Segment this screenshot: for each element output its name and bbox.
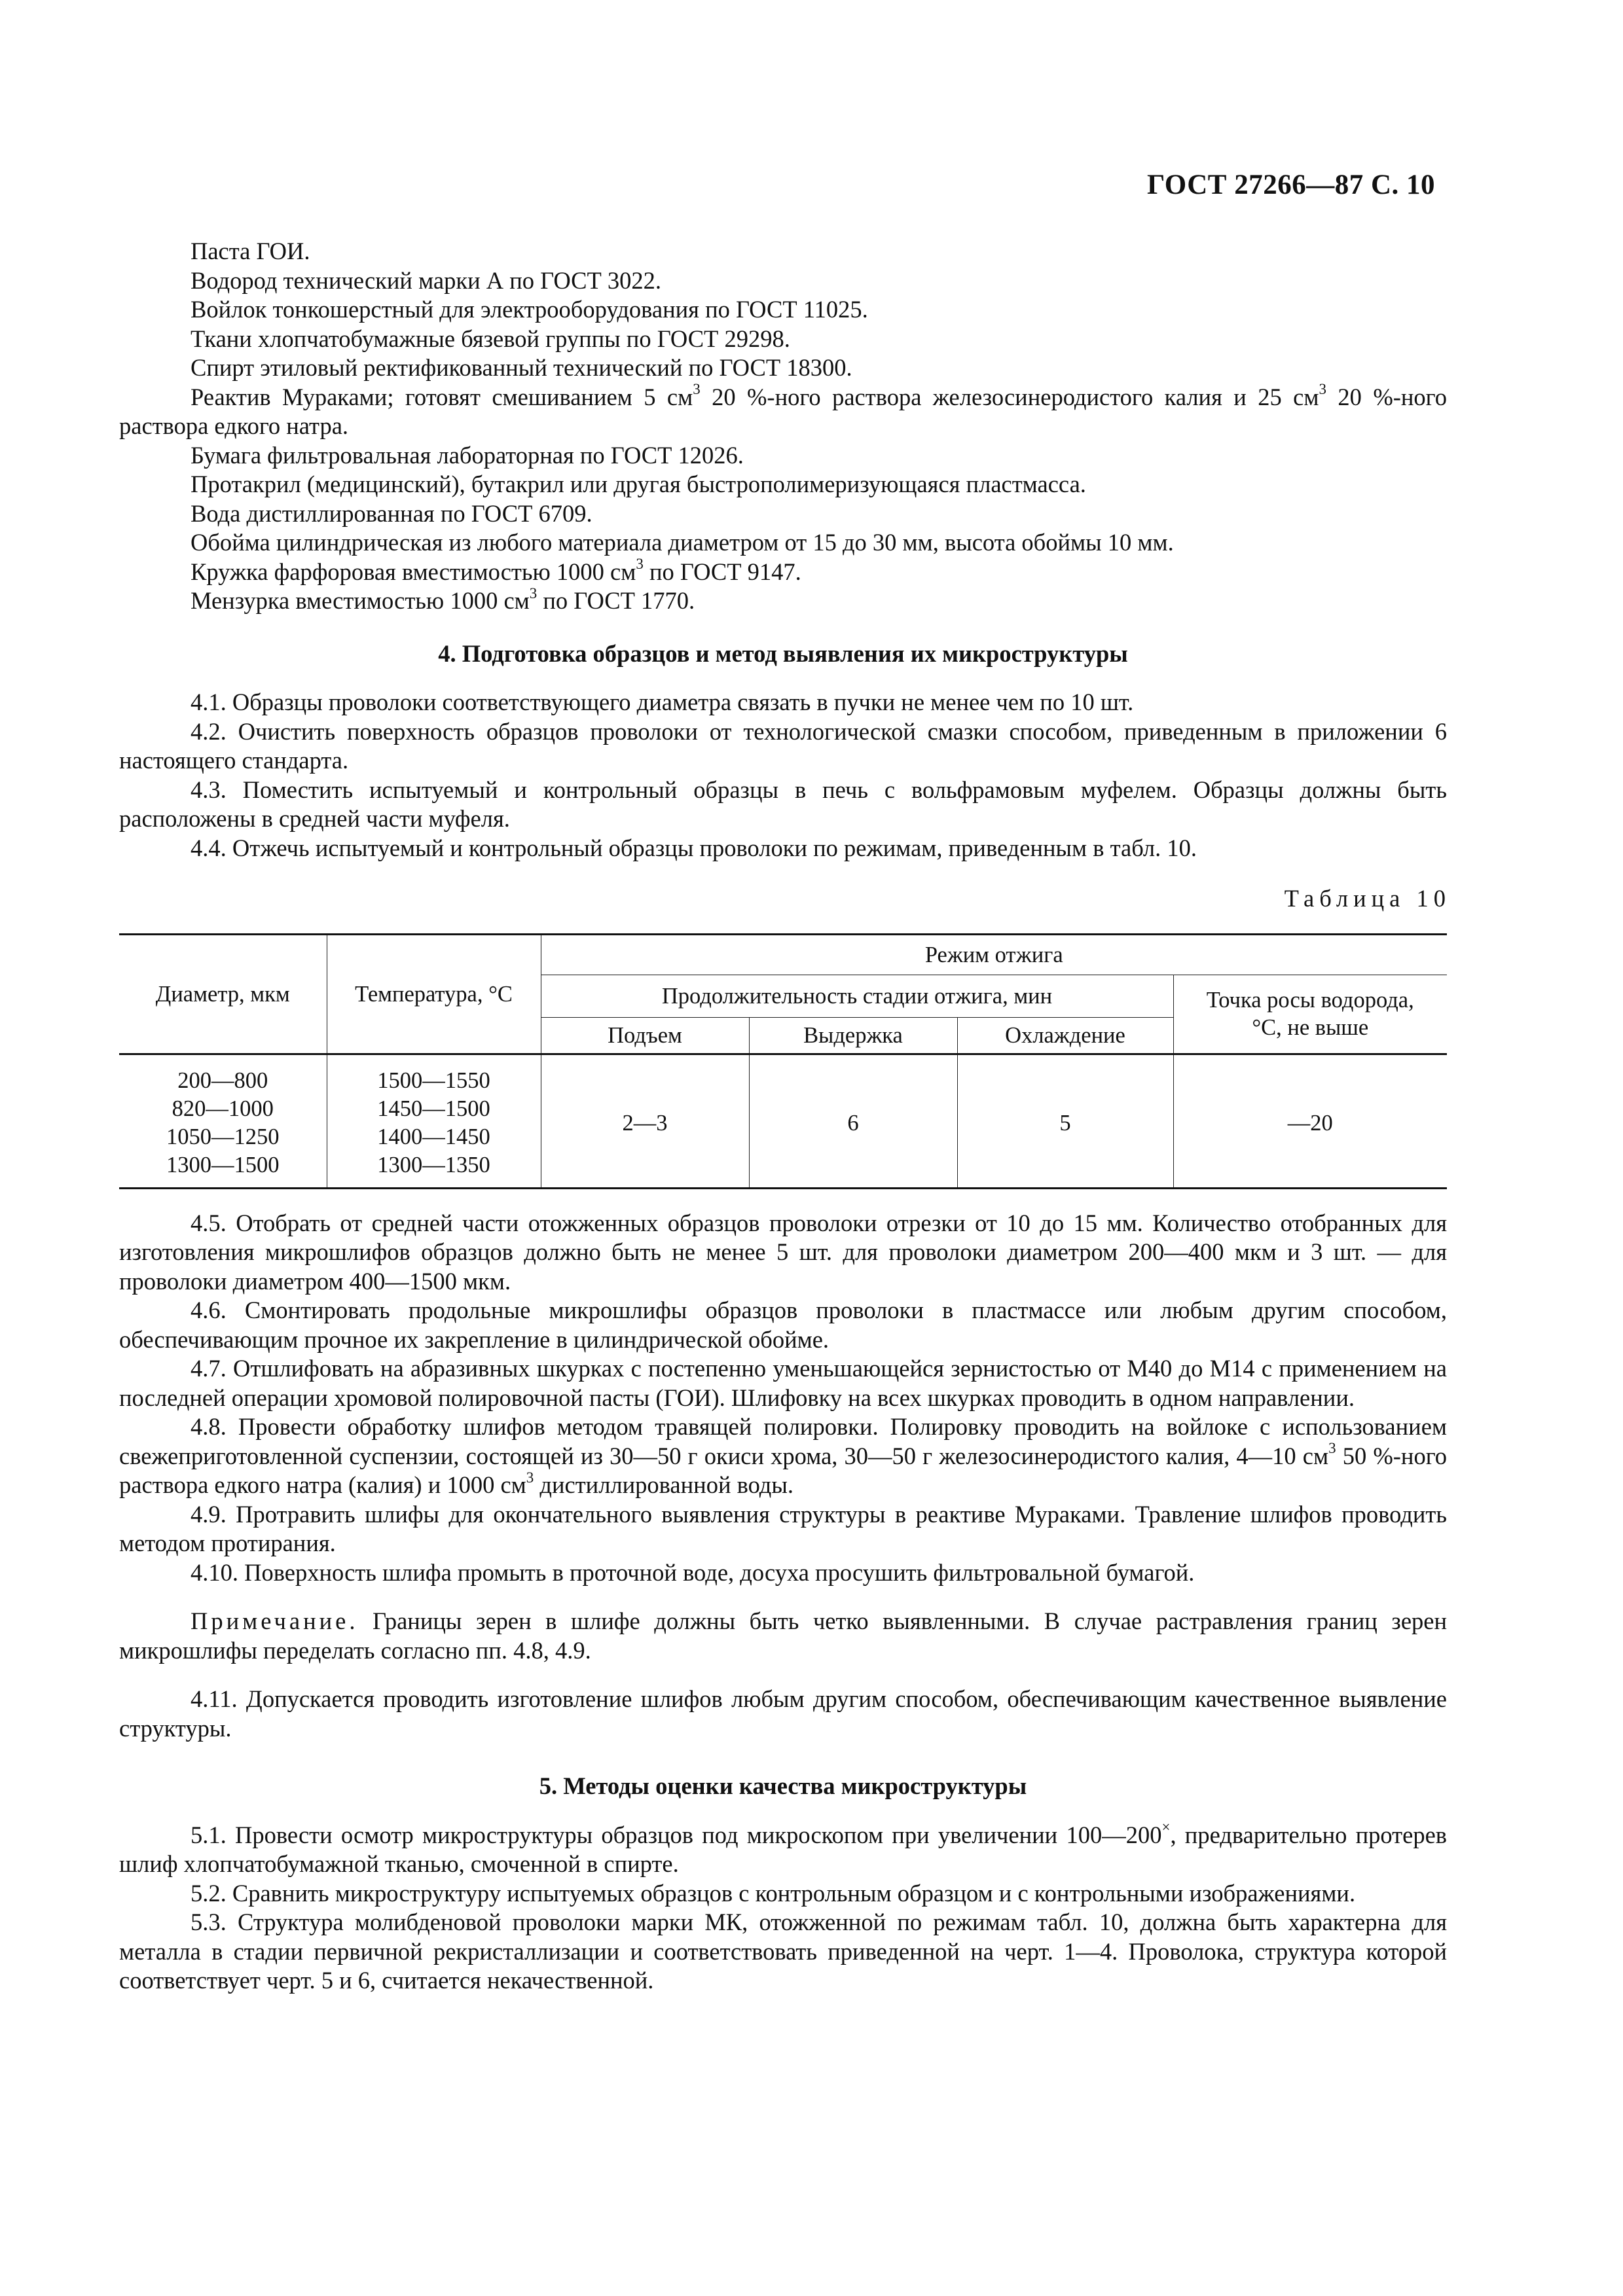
temperature-value: 1300—1350	[377, 1152, 490, 1177]
note-text: Границы зерен в шлифе должны быть четко выявленными. В случае растравления границ зерен микрошлифы переделать согласно пп. 4.8, 4.9.	[119, 1607, 1447, 1664]
superscript: ×	[1161, 1819, 1171, 1836]
text-part: 5.1. Провести осмотр микроструктуры образцов под микроскопом при увеличении 100—200	[191, 1821, 1162, 1848]
text-part: по ГОСТ 1770.	[537, 587, 695, 614]
materials-list	[119, 237, 1447, 616]
temperature-value: 1500—1550	[377, 1067, 490, 1093]
cell-cool: 5	[957, 1054, 1173, 1188]
clause-5-3: 5.3. Структура молибденовой проволоки марки МК, отожженной по режимам табл. 10, должна быть характерна для металла в стадии первичной рекристаллизации и соответствовать приведенной на черт. 1—4. Проволока, структура которой соответствует черт. 5 и 6, считается некачественной.	[119, 1909, 1447, 1994]
clause-4-4: 4.4. Отжечь испытуемый и контрольный образцы проволоки по режимам, приведенным в табл. 10.	[191, 834, 1197, 861]
superscript: 3	[529, 584, 538, 601]
text-part: Кружка фарфоровая вместимостью 1000 см	[191, 558, 636, 585]
section-5-title: 5. Методы оценки качества микроструктуры	[539, 1772, 1027, 1799]
superscript: 3	[693, 381, 701, 398]
cell-temperatures	[327, 1054, 541, 1188]
cell-hold: 6	[749, 1054, 957, 1188]
annealing-table	[119, 933, 1447, 1189]
clause-4-3: 4.3. Поместить испытуемый и контрольный образцы в печь с вольфрамовым муфелем. Образцы должны быть расположены в средней части муфеля.	[119, 776, 1447, 832]
clauses-4-5-to-4-11	[119, 1209, 1447, 1744]
header-hold: Выдержка	[749, 1017, 957, 1054]
superscript: 3	[636, 556, 644, 573]
document-body	[119, 237, 1451, 1996]
superscript: 3	[1319, 381, 1326, 398]
temperature-value: 1400—1450	[377, 1124, 490, 1149]
clause-5-1	[119, 1821, 1447, 1879]
section-4-title: 4. Подготовка образцов и метод выявления их микроструктуры	[438, 639, 1128, 667]
text-part: 4.8. Провести обработку шлифов методом травящей полировки. Полировку проводить на войлоке с использованием свежеприготовленной суспензии, состоящей из 30—50 г окиси хрома, 30—50 г железосинеродистого калия, 4—10 см	[119, 1413, 1447, 1469]
material-item: Войлок тонкошерстный для электрооборудования по ГОСТ 11025.	[191, 296, 868, 323]
header-annealing-mode: Режим отжига	[541, 934, 1447, 975]
page-header: ГОСТ 27266—87 С. 10	[1146, 170, 1435, 200]
diameter-value: 1300—1500	[166, 1152, 280, 1177]
cell-diameters	[119, 1054, 327, 1188]
material-item: Бумага фильтровальная лабораторная по ГОСТ 12026.	[191, 441, 744, 469]
diameter-value: 200—800	[177, 1067, 268, 1093]
material-item: Спирт этиловый ректификованный технический по ГОСТ 18300.	[191, 354, 852, 381]
diameter-value: 820—1000	[172, 1096, 274, 1121]
clause-4-6: 4.6. Смонтировать продольные микрошлифы образцов проволоки в пластмассе или любым другим способом, обеспечивающим прочное их закрепление в цилиндрической обойме.	[119, 1297, 1447, 1353]
material-item-murakami	[119, 383, 1447, 441]
material-item: Протакрил (медицинский), бутакрил или другая быстрополимеризующаяся пластмасса.	[191, 471, 1086, 497]
material-item: Паста ГОИ.	[191, 238, 310, 264]
text-part: дистиллированной воды.	[534, 1471, 794, 1498]
header-temperature: Температура, °С	[327, 934, 541, 1054]
header-dew-point: Точка росы водорода, °С, не выше	[1173, 975, 1447, 1054]
clause-4-10: 4.10. Поверхность шлифа промыть в проточной воде, досуха просушить фильтровальной бумагой.	[191, 1558, 1195, 1586]
superscript: 3	[526, 1469, 534, 1486]
clause-4-1: 4.1. Образцы проволоки соответствующего диаметра связать в пучки не менее чем по 10 шт.	[191, 689, 1134, 715]
note-label: Примечание.	[191, 1607, 359, 1634]
material-item: Обойма цилиндрическая из любого материала диаметром от 15 до 30 мм, высота обоймы 10 мм.	[191, 529, 1174, 556]
cell-dew-point: —20	[1173, 1054, 1447, 1188]
clause-4-2: 4.2. Очистить поверхность образцов проволоки от технологической смазки способом, приведенным в приложении 6 настоящего стандарта.	[119, 717, 1447, 774]
material-item	[119, 586, 1447, 616]
text-part: 20 %-ного раствора железосинеродистого калия и 25 см	[700, 383, 1319, 410]
material-item: Водород технический марки А по ГОСТ 3022.	[191, 266, 662, 294]
header-rise: Подъем	[541, 1017, 749, 1054]
clause-4-9: 4.9. Протравить шлифы для окончательного выявления структуры в реактиве Мураками. Травление шлифов проводить методом протирания.	[119, 1500, 1447, 1556]
text-part: 50 %-ного раствора едкого натра (калия) и 1000 см	[119, 1442, 1448, 1498]
material-item: Вода дистиллированная по ГОСТ 6709.	[191, 499, 593, 527]
table-caption: Таблица 10	[1284, 885, 1451, 912]
clause-4-8	[119, 1412, 1447, 1500]
temperature-value: 1450—1500	[377, 1096, 490, 1121]
clause-4-5: 4.5. Отобрать от средней части отожженных образцов проволоки отрезки от 10 до 15 мм. Количество отобранных для изготовления микрошлифов образцов должно быть не менее 5 шт. для проволоки диаметром 200—400 мкм и 3 шт. — для проволоки диаметром 400—1500 мкм.	[119, 1209, 1447, 1295]
header-cool: Охлаждение	[957, 1017, 1173, 1054]
cell-rise: 2—3	[541, 1054, 749, 1188]
clause-4-11: 4.11. Допускается проводить изготовление шлифов любым другим способом, обеспечивающим качественное выявление структуры.	[119, 1685, 1447, 1742]
note	[119, 1607, 1447, 1665]
clause-5-2: 5.2. Сравнить микроструктуру испытуемых образцов с контрольным образцом и с контрольными изображениями.	[191, 1879, 1356, 1907]
header-duration: Продолжительность стадии отжига, мин	[541, 975, 1173, 1017]
material-item: Ткани хлопчатобумажные бязевой группы по ГОСТ 29298.	[191, 325, 790, 352]
diameter-value: 1050—1250	[166, 1124, 280, 1149]
text-part: , предварительно протерев шлиф хлопчатобумажной тканью, смоченной в спирте.	[119, 1821, 1448, 1877]
clause-4-7: 4.7. Отшлифовать на абразивных шкурках с постепенно уменьшающейся зернистостью от М40 до М14 с применением на последней операции хромовой полировочной пасты (ГОИ). Шлифовку на всех шкурках проводить в одном направлении.	[119, 1355, 1447, 1411]
text-part: Мензурка вместимостью 1000 см	[191, 587, 530, 614]
text-part: 20 %-ного раствора едкого натра.	[119, 383, 1447, 439]
material-item	[119, 558, 1447, 587]
table-header-row	[119, 934, 1447, 975]
superscript: 3	[1328, 1440, 1336, 1457]
text-part: по ГОСТ 9147.	[643, 558, 801, 585]
table-row	[119, 1054, 1447, 1188]
header-diameter: Диаметр, мкм	[119, 934, 327, 1054]
text-part: Реактив Мураками; готовят смешиванием 5 см	[191, 383, 693, 410]
